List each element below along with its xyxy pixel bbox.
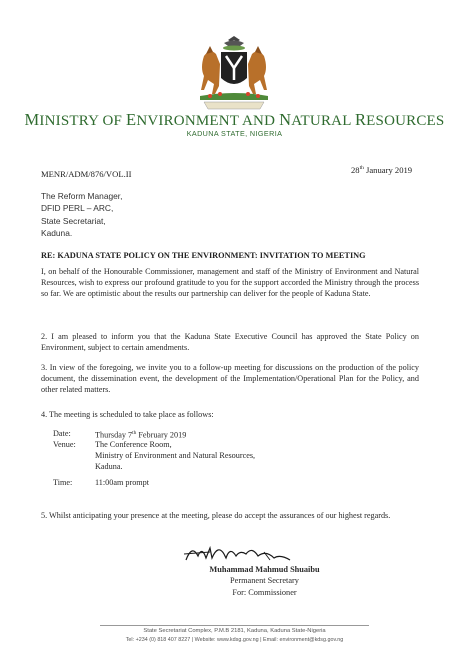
paragraph-2: 2. I am pleased to inform you that the Kaduna State Executive Council has approved the State Policy on Environment, subject to certain amendments. [41, 332, 419, 353]
time-value: 11:00am prompt [95, 478, 150, 487]
handwritten-signature [180, 540, 300, 566]
paragraph-4: 4. The meeting is scheduled to take place as follows: [41, 410, 214, 419]
signatory-title: Permanent Secretary [230, 576, 299, 585]
address-line: Kaduna. [41, 228, 73, 239]
date-value: Thursday 7th February 2019 [95, 430, 187, 440]
paragraph-5: 5. Whilst anticipating your presence at the meeting, please do accept the assurances of our highest regards. [41, 511, 391, 520]
venue-line: The Conference Room, [95, 440, 172, 449]
address-line: The Reform Manager, [41, 191, 123, 201]
venue-line: Ministry of Environment and Natural Resources, [95, 451, 256, 460]
recipient-address [41, 190, 122, 240]
address-line: DFID PERL – ARC, [41, 203, 114, 214]
paragraph-1: I, on behalf of the Honourable Commissioner, management and staff of the Ministry of Environment and Natural Resources, wish to express our profound gratitude to you for the support accorded the Ministry through the process so far. We are optimistic about the results our partnership can deliver for the people of Kaduna State. [41, 267, 419, 299]
coat-of-arms-emblem [190, 34, 278, 114]
subject-line: RE: KADUNA STATE POLICY ON THE ENVIRONMENT: INVITATION TO MEETING [41, 251, 366, 260]
footer-address: State Secretariat Complex, P.M.B 2181, Kaduna, Kaduna State-Nigeria [143, 628, 326, 634]
signatory-name: Muhammad Mahmud Shuaibu [209, 565, 320, 574]
date-label: Date: [53, 429, 71, 438]
state-subtitle: KADUNA STATE, NIGERIA [186, 129, 283, 138]
letter-date: 28th January 2019 [351, 165, 413, 175]
time-label: Time: [53, 478, 73, 487]
ministry-title: MINISTRY OF ENVIRONMENT AND NATURAL RESOURCES [24, 110, 445, 129]
paragraph-3: 3. In view of the foregoing, we invite you to a follow-up meeting for discussions on the production of the policy document, the dissemination event, the development of the Implementation/Operational Plan for the Policy, and other related matters. [41, 363, 419, 395]
address-line: State Secretariat, [41, 215, 106, 226]
venue-line: Kaduna. [95, 462, 123, 471]
signatory-for: For: Commissioner [232, 588, 297, 597]
reference-number: MENR/ADM/876/VOL.II [41, 169, 132, 179]
footer-contacts: Tel: +234 (0) 818 407 8227 | Website: www.kdsg.gov.ng | Email: environment@kdsg.gov.ng [125, 637, 344, 643]
venue-label: Venue: [53, 440, 76, 449]
footer-divider [100, 625, 369, 626]
